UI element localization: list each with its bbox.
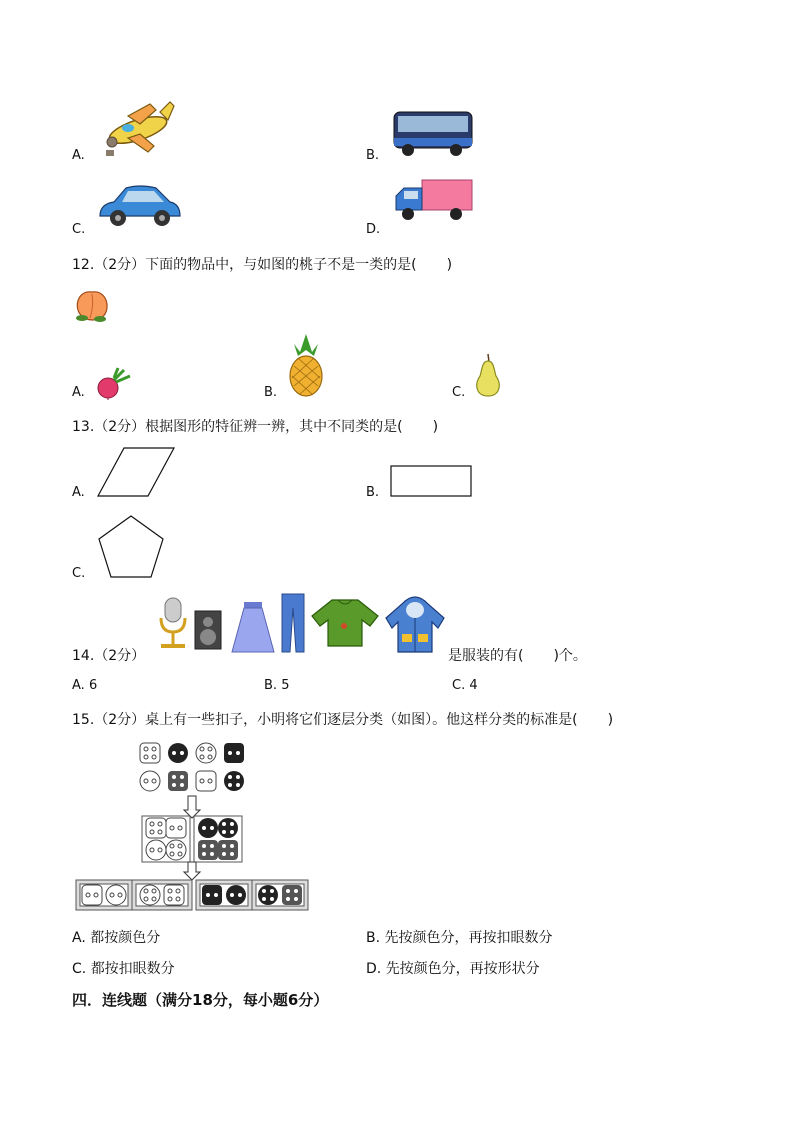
q14-option-b-value: 5 bbox=[281, 678, 290, 693]
q13-text: 13.（2分）根据图形的特征辨一辨，其中不同类的是 bbox=[72, 419, 398, 435]
q11-option-a-label[interactable]: A. bbox=[72, 148, 85, 163]
q12-paren-open: ( bbox=[411, 257, 417, 273]
q14-option-b-label: B. bbox=[264, 678, 278, 693]
jacket-icon bbox=[384, 592, 446, 654]
q12-question bbox=[72, 254, 452, 274]
q15-paren-open: ( bbox=[572, 712, 578, 728]
q15-option-c-value: 都按扣眼数分 bbox=[90, 961, 175, 977]
q15-option-a-label: A. bbox=[72, 930, 86, 946]
q15-option-a-value: 都按颜色分 bbox=[90, 930, 161, 946]
q11-option-c-label[interactable]: C. bbox=[72, 222, 86, 237]
rectangle-icon bbox=[390, 465, 474, 499]
peach-icon bbox=[72, 284, 112, 324]
jeans-icon bbox=[280, 592, 306, 654]
q14-option-a-label: A. bbox=[72, 678, 85, 693]
section-4-title: 四．连线题（满分18分，每小题6分） bbox=[72, 991, 329, 1009]
pineapple-icon bbox=[286, 334, 326, 398]
q15-option-b-value: 先按颜色分，再按扣眼数分 bbox=[384, 930, 553, 946]
q11-option-b-label[interactable]: B. bbox=[366, 148, 380, 163]
q15-text: 15.（2分）桌上有一些扣子，小明将它们逐层分类（如图）。他这样分类的标准是 bbox=[72, 712, 573, 728]
q14-option-c-label: C. bbox=[452, 678, 466, 693]
q15-option-d[interactable] bbox=[366, 958, 540, 978]
q14-option-a-value: 6 bbox=[88, 678, 98, 693]
q14-option-c-value: 4 bbox=[469, 678, 478, 693]
q13-option-c-label[interactable]: C. bbox=[72, 566, 86, 581]
q13-option-a-label[interactable]: A. bbox=[72, 485, 85, 500]
q12-text: 12.（2分）下面的物品中，与如图的桃子不是一类的是 bbox=[72, 257, 412, 273]
truck-icon bbox=[390, 178, 476, 222]
q15-option-d-label: D. bbox=[366, 961, 382, 977]
q12-option-c-label[interactable]: C. bbox=[452, 385, 466, 400]
q14-option-c[interactable] bbox=[452, 678, 478, 693]
q15-paren-close: ) bbox=[607, 712, 614, 728]
q12-paren-close: ) bbox=[446, 257, 453, 273]
airplane-icon bbox=[98, 98, 178, 160]
q13-paren-close: ) bbox=[432, 419, 439, 435]
q14-option-b[interactable] bbox=[264, 678, 289, 693]
q14-option-a[interactable] bbox=[72, 678, 97, 693]
q15-option-b[interactable] bbox=[366, 927, 553, 947]
q15-option-c-label: C. bbox=[72, 961, 87, 977]
button-classification-diagram bbox=[72, 736, 312, 912]
q13-question bbox=[72, 416, 438, 436]
q15-option-c[interactable] bbox=[72, 958, 175, 978]
car-icon bbox=[96, 180, 182, 230]
skirt-icon bbox=[230, 600, 276, 654]
q15-option-d-value: 先按颜色分，再按形状分 bbox=[385, 961, 540, 977]
q12-option-a-label[interactable]: A. bbox=[72, 385, 85, 400]
radish-icon bbox=[94, 366, 134, 400]
pear-icon bbox=[472, 354, 504, 398]
microphone-icon bbox=[156, 596, 190, 650]
q14-prefix: 14.（2分） bbox=[72, 648, 146, 664]
q14-suffix-a: 是服装的有( bbox=[448, 648, 524, 664]
bus-icon bbox=[392, 108, 474, 158]
pentagon-icon bbox=[96, 514, 166, 580]
sweater-icon bbox=[310, 598, 380, 648]
q14-question-tail bbox=[448, 645, 587, 665]
q11-option-d-label[interactable]: D. bbox=[366, 222, 381, 237]
rhombus-icon bbox=[96, 446, 176, 498]
q12-option-b-label[interactable]: B. bbox=[264, 385, 278, 400]
q15-option-b-label: B. bbox=[366, 930, 381, 946]
speaker-icon bbox=[194, 610, 222, 650]
q13-paren-open: ( bbox=[397, 419, 403, 435]
q15-question bbox=[72, 709, 613, 729]
q13-option-b-label[interactable]: B. bbox=[366, 485, 380, 500]
q15-option-a[interactable] bbox=[72, 927, 160, 947]
q14-suffix-b: )个。 bbox=[553, 648, 587, 664]
